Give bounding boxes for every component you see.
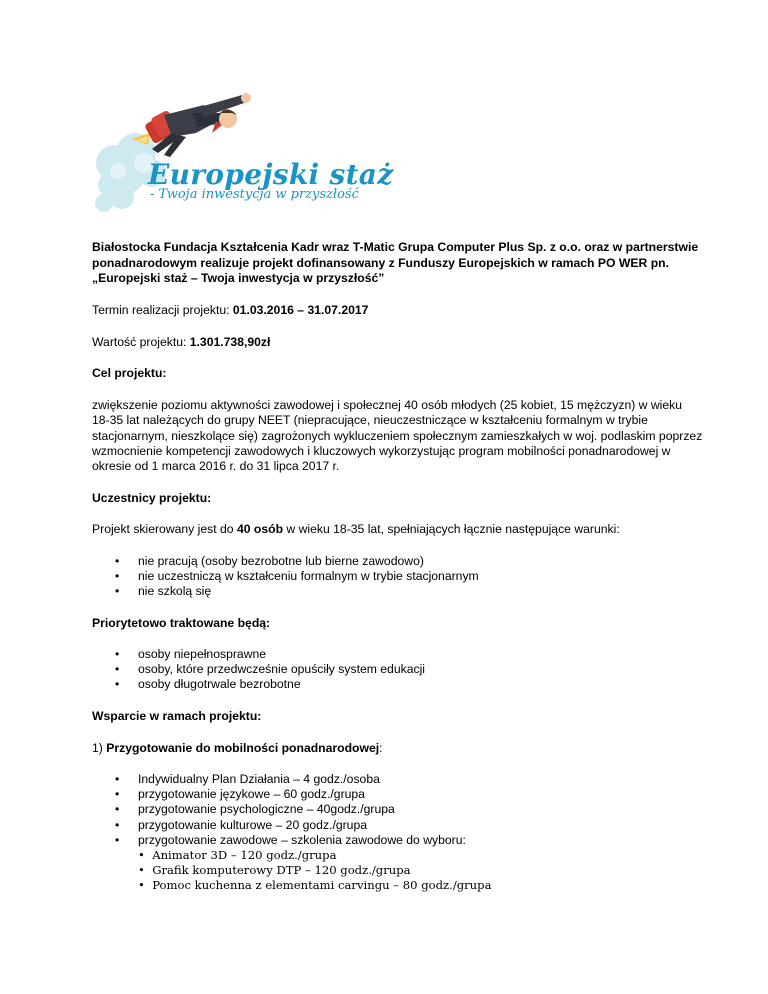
list-item: • osoby, które przedwcześnie opuściły system edukacji (92, 662, 425, 677)
list-item: • przygotowanie psychologiczne – 40godz./grupa (92, 802, 466, 817)
project-term-label: Termin realizacji projektu: (92, 303, 233, 317)
list-item: • przygotowanie językowe – 60 godz./grupa (92, 787, 466, 802)
list-item: • Grafik komputerowy DTP – 120 godz./grupa (138, 863, 491, 878)
goal-line-1: zwiększenie poziomu aktywności zawodowej i społecznej 40 osób młodych (25 kobiet, 15 mężczyzn) w wieku (92, 398, 683, 412)
intro-line-2: ponadnarodowym realizuje projekt dofinansowany z Funduszy Europejskich w ramach PO WER pn. (92, 256, 669, 270)
support-heading: Wsparcie w ramach projektu: (92, 709, 262, 723)
list-item: • przygotowanie kulturowe – 20 godz./grupa (92, 818, 466, 833)
goal-line-5: okresie od 1 marca 2016 r. do 31 lipca 2017 r. (92, 459, 340, 473)
participants-intro-before: Projekt skierowany jest do (92, 522, 237, 536)
support-section-1-title (92, 741, 383, 756)
list-item: • nie pracują (osoby bezrobotne lub bierne zawodowo) (92, 554, 479, 569)
list-item: • nie szkolą się (92, 584, 479, 599)
logo-subtitle: - Twoja inwestycja w przyszłość (150, 187, 359, 202)
list-item: • osoby długotrwale bezrobotne (92, 677, 425, 692)
list-item: • Indywidualny Plan Działania – 4 godz./osoba (92, 772, 466, 787)
support-list (92, 772, 466, 848)
list-item: • osoby niepełnosprawne (92, 647, 425, 662)
project-worth (92, 335, 270, 350)
training-options-list (138, 848, 491, 894)
participants-count: 40 osób (236, 522, 284, 536)
project-worth-label: Wartość projektu: (92, 335, 190, 349)
goal-line-3: stacjonarnym, nieszkolące się) zagrożonych wykluczeniem społecznym zamieszkałych w woj. podlaskim poprzez (92, 429, 703, 443)
goal-heading: Cel projektu: (92, 366, 167, 380)
participants-conditions-list (92, 554, 479, 600)
logo-title: Europejski staż (148, 158, 394, 191)
intro-line-1: Białostocka Fundacja Kształcenia Kadr wraz T-Matic Grupa Computer Plus Sp. z o.o. oraz w partnerstwie (92, 240, 699, 254)
goal-line-2: 18-35 lat należących do grupy NEET (niepracujące, nieuczestniczące w kształceniu formalnym w trybie (92, 413, 648, 427)
list-item: • nie uczestniczą w kształceniu formalnym w trybie stacjonarnym (92, 569, 479, 584)
support-section-title: Przygotowanie do mobilności ponadnarodowej (106, 741, 380, 755)
participants-intro-after: w wieku 18-35 lat, spełniających łącznie następujące warunki: (283, 522, 620, 536)
list-item: • Pomoc kuchenna z elementami carvingu – 80 godz./grupa (138, 878, 491, 893)
project-worth-value: 1.301.738,90zł (189, 335, 271, 349)
intro-line-3: „Europejski staż – Twoja inwestycja w przyszłość” (92, 271, 385, 285)
project-term (92, 303, 368, 318)
participants-heading: Uczestnicy projektu: (92, 491, 212, 505)
priority-heading: Priorytetowo traktowane będą: (92, 616, 271, 630)
goal-line-4: wzmocnienie kompetencji zawodowych i kluczowych wykorzystując program mobilności ponadnarodowej w (92, 444, 671, 458)
project-term-value: 01.03.2016 – 31.07.2017 (232, 303, 369, 317)
list-item: • przygotowanie zawodowe – szkolenia zawodowe do wyboru: (92, 833, 466, 848)
support-section-number: 1) (92, 741, 107, 755)
list-item: • Animator 3D – 120 godz./grupa (138, 848, 491, 863)
participants-intro (92, 522, 620, 537)
support-section-colon: : (379, 741, 383, 755)
priority-list (92, 647, 425, 693)
